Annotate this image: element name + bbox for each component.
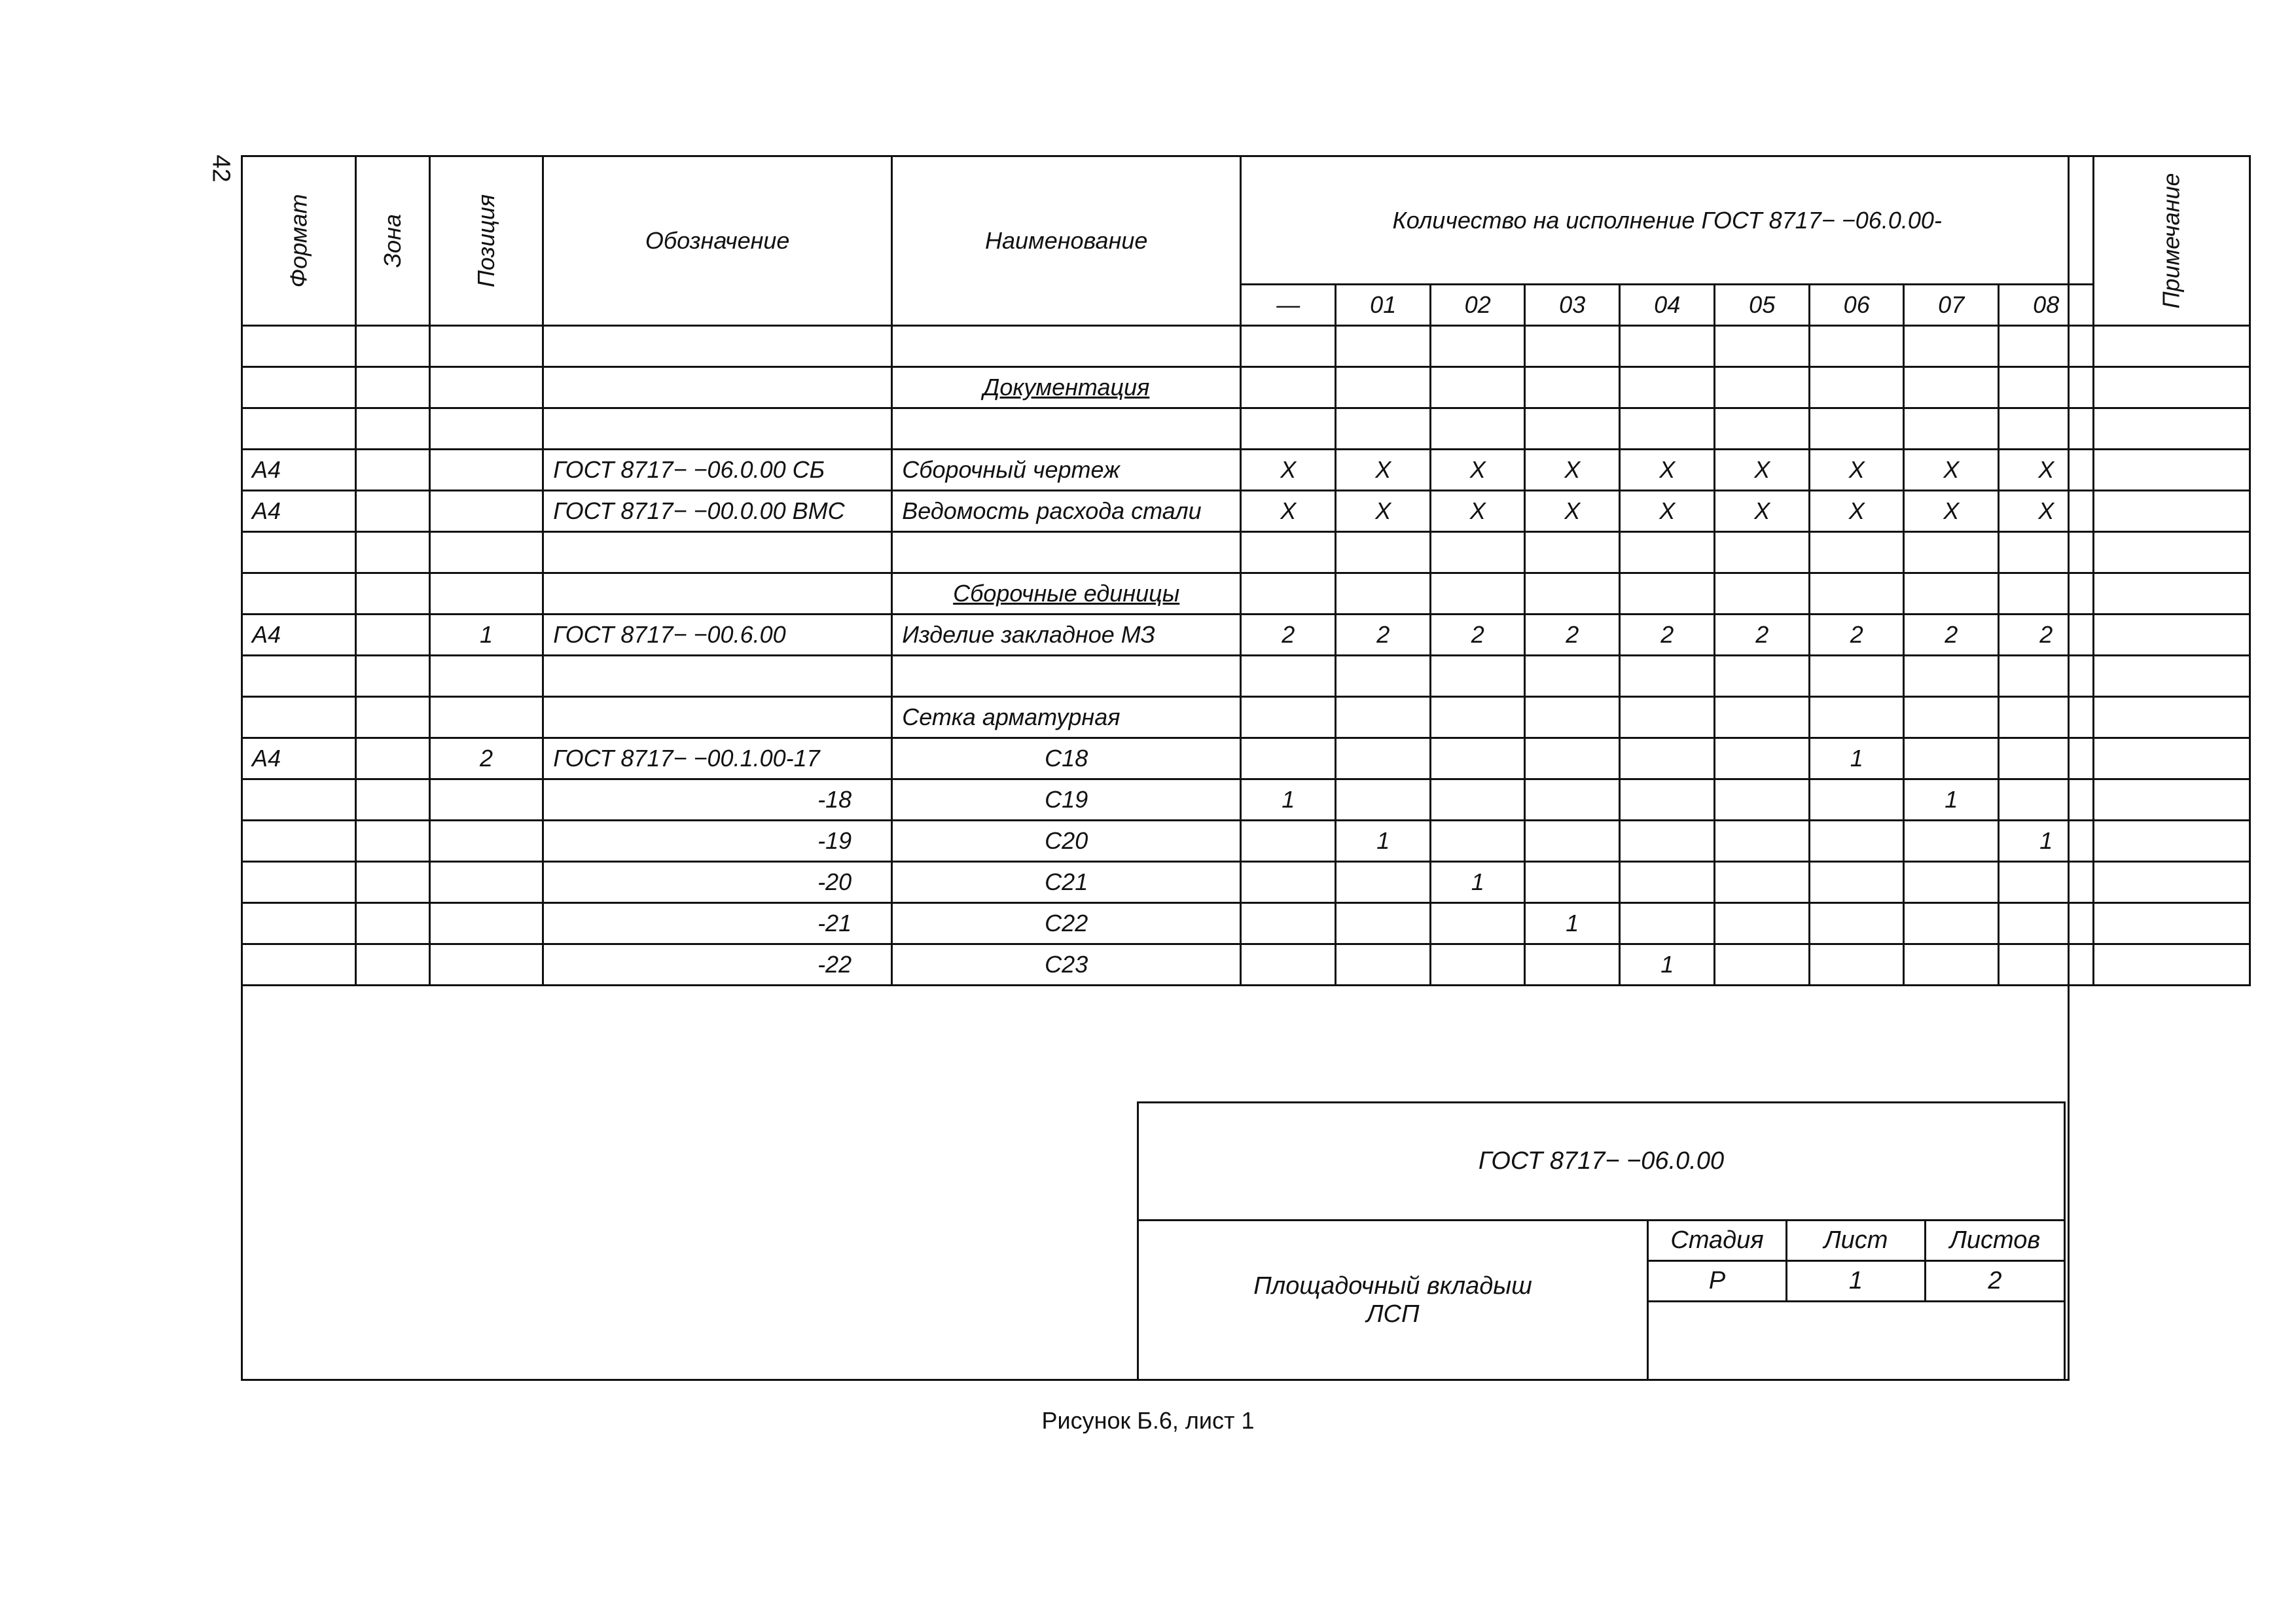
- cell-designation: [543, 656, 892, 697]
- stamp-stage-label: Стадия: [1648, 1221, 1787, 1261]
- header-designation: Обозначение: [543, 156, 892, 326]
- cell-quantity: [1431, 532, 1525, 573]
- cell-designation: ГОСТ 8717− −00.0.00 ВМС: [543, 491, 892, 532]
- cell-quantity: 2: [1241, 615, 1336, 656]
- cell-quantity: 2: [1525, 615, 1620, 656]
- cell-quantity: [1810, 697, 1904, 738]
- cell-quantity: [1336, 656, 1431, 697]
- cell-quantity: Х: [1525, 450, 1620, 491]
- cell-quantity: [1241, 326, 1336, 367]
- cell-quantity: 1: [1525, 903, 1620, 944]
- cell-format: А4: [242, 491, 356, 532]
- cell-quantity: [1241, 862, 1336, 903]
- cell-quantity: [1620, 367, 1715, 408]
- cell-note: [2094, 821, 2250, 862]
- cell-position: [429, 408, 543, 450]
- cell-name: Ведомость расхода стали: [892, 491, 1241, 532]
- cell-position: 2: [429, 738, 543, 779]
- cell-note: [2094, 408, 2250, 450]
- cell-quantity: [1715, 738, 1810, 779]
- cell-quantity: [1431, 326, 1525, 367]
- cell-quantity: 2: [1999, 615, 2094, 656]
- cell-quantity: Х: [1999, 450, 2094, 491]
- cell-quantity: [1431, 903, 1525, 944]
- cell-quantity: Х: [1431, 491, 1525, 532]
- cell-note: [2094, 903, 2250, 944]
- cell-quantity: [1999, 573, 2094, 615]
- title-block: [1137, 1101, 2066, 1381]
- cell-note: [2094, 615, 2250, 656]
- table-row: [242, 367, 2250, 408]
- cell-quantity: 2: [1336, 615, 1431, 656]
- cell-quantity: [1715, 821, 1810, 862]
- cell-position: [429, 903, 543, 944]
- cell-note: [2094, 944, 2250, 986]
- cell-note: [2094, 697, 2250, 738]
- cell-quantity: [1525, 656, 1620, 697]
- cell-quantity: Х: [1241, 491, 1336, 532]
- section-heading: Сборочные единицы: [953, 580, 1180, 607]
- cell-quantity: [1525, 821, 1620, 862]
- cell-position: [429, 367, 543, 408]
- cell-note: [2094, 367, 2250, 408]
- cell-position: [429, 821, 543, 862]
- cell-designation: ГОСТ 8717− −00.6.00: [543, 615, 892, 656]
- cell-quantity: [1336, 697, 1431, 738]
- cell-quantity: 2: [1810, 615, 1904, 656]
- cell-quantity: [1620, 697, 1715, 738]
- cell-format: [242, 573, 356, 615]
- cell-quantity: [1336, 532, 1431, 573]
- cell-quantity: [1904, 821, 1999, 862]
- table-row: [242, 615, 2250, 656]
- table-row: [242, 491, 2250, 532]
- cell-format: А4: [242, 450, 356, 491]
- cell-zone: [355, 944, 429, 986]
- cell-quantity: 1: [1431, 862, 1525, 903]
- cell-name: С22: [892, 903, 1241, 944]
- cell-quantity: [1431, 656, 1525, 697]
- cell-format: [242, 367, 356, 408]
- cell-name: [892, 656, 1241, 697]
- cell-name: [892, 367, 1241, 408]
- table-row: [242, 779, 2250, 821]
- cell-quantity: [1525, 738, 1620, 779]
- cell-quantity: Х: [1620, 450, 1715, 491]
- cell-quantity: [1904, 944, 1999, 986]
- cell-zone: [355, 408, 429, 450]
- cell-quantity: Х: [1620, 491, 1715, 532]
- cell-quantity: Х: [1525, 491, 1620, 532]
- cell-designation: [543, 532, 892, 573]
- cell-designation: ГОСТ 8717− −00.1.00-17: [543, 738, 892, 779]
- cell-position: [429, 697, 543, 738]
- cell-quantity: [1715, 862, 1810, 903]
- cell-quantity: [1241, 903, 1336, 944]
- table-row: [242, 573, 2250, 615]
- cell-name: [892, 326, 1241, 367]
- cell-quantity: [1241, 408, 1336, 450]
- cell-name: Изделие закладное МЗ: [892, 615, 1241, 656]
- cell-quantity: [1241, 532, 1336, 573]
- cell-quantity: [1525, 367, 1620, 408]
- cell-quantity: [1525, 408, 1620, 450]
- header-variant: 03: [1525, 285, 1620, 326]
- cell-quantity: [1715, 532, 1810, 573]
- cell-quantity: Х: [1810, 491, 1904, 532]
- table-row: [242, 697, 2250, 738]
- cell-quantity: [1999, 779, 2094, 821]
- cell-designation: -19: [543, 821, 892, 862]
- cell-quantity: [1715, 573, 1810, 615]
- cell-quantity: [1525, 779, 1620, 821]
- header-variant: 05: [1715, 285, 1810, 326]
- cell-quantity: [1810, 573, 1904, 615]
- cell-quantity: [1431, 408, 1525, 450]
- table-row: [242, 862, 2250, 903]
- cell-designation: [543, 367, 892, 408]
- header-variant: 02: [1431, 285, 1525, 326]
- cell-quantity: [1241, 573, 1336, 615]
- table-row: [242, 532, 2250, 573]
- header-quantity: Количество на исполнение ГОСТ 8717− −06.0.00-: [1241, 156, 2094, 285]
- cell-format: [242, 903, 356, 944]
- header-variant: 01: [1336, 285, 1431, 326]
- cell-zone: [355, 573, 429, 615]
- cell-quantity: [1810, 903, 1904, 944]
- cell-designation: [543, 408, 892, 450]
- cell-quantity: [1810, 408, 1904, 450]
- stamp-sheets: 2: [1926, 1261, 2065, 1302]
- cell-quantity: [1999, 408, 2094, 450]
- cell-designation: -20: [543, 862, 892, 903]
- cell-quantity: [1620, 532, 1715, 573]
- cell-designation: ГОСТ 8717− −06.0.00 СБ: [543, 450, 892, 491]
- cell-quantity: [1904, 532, 1999, 573]
- header-variant: 06: [1810, 285, 1904, 326]
- cell-quantity: [1999, 697, 2094, 738]
- cell-designation: -21: [543, 903, 892, 944]
- cell-designation: [543, 697, 892, 738]
- cell-quantity: Х: [1810, 450, 1904, 491]
- cell-quantity: Х: [1999, 491, 2094, 532]
- cell-zone: [355, 738, 429, 779]
- cell-quantity: [1999, 367, 2094, 408]
- cell-quantity: [1620, 738, 1715, 779]
- cell-quantity: [1431, 944, 1525, 986]
- cell-quantity: [1904, 408, 1999, 450]
- cell-position: [429, 779, 543, 821]
- cell-name: Сборочный чертеж: [892, 450, 1241, 491]
- cell-quantity: [1431, 779, 1525, 821]
- cell-note: [2094, 862, 2250, 903]
- cell-quantity: 2: [1904, 615, 1999, 656]
- cell-quantity: [1999, 532, 2094, 573]
- cell-quantity: [1715, 656, 1810, 697]
- cell-format: [242, 779, 356, 821]
- cell-quantity: 1: [1904, 779, 1999, 821]
- cell-quantity: Х: [1336, 491, 1431, 532]
- cell-note: [2094, 450, 2250, 491]
- stamp-empty: [1648, 1302, 2065, 1380]
- stamp-sheets-label: Листов: [1926, 1221, 2065, 1261]
- cell-zone: [355, 491, 429, 532]
- table-row: [242, 903, 2250, 944]
- stamp-stage: Р: [1648, 1261, 1787, 1302]
- cell-quantity: [1336, 738, 1431, 779]
- cell-quantity: [1810, 944, 1904, 986]
- cell-quantity: [1620, 408, 1715, 450]
- page-number: 42: [207, 154, 235, 183]
- cell-quantity: [1999, 862, 2094, 903]
- table-row: [242, 656, 2250, 697]
- cell-quantity: [1336, 326, 1431, 367]
- stamp-title-line2: ЛСП: [1366, 1300, 1420, 1328]
- cell-zone: [355, 532, 429, 573]
- cell-position: 1: [429, 615, 543, 656]
- cell-position: [429, 656, 543, 697]
- cell-quantity: [1241, 944, 1336, 986]
- table-row: [242, 326, 2250, 367]
- cell-zone: [355, 615, 429, 656]
- cell-zone: [355, 821, 429, 862]
- cell-quantity: 1: [1241, 779, 1336, 821]
- cell-note: [2094, 326, 2250, 367]
- cell-quantity: [1810, 656, 1904, 697]
- cell-name: [892, 408, 1241, 450]
- cell-quantity: [1904, 326, 1999, 367]
- specification-table: [241, 155, 2251, 986]
- cell-quantity: [1810, 367, 1904, 408]
- cell-quantity: [1904, 862, 1999, 903]
- cell-zone: [355, 367, 429, 408]
- cell-quantity: [1715, 944, 1810, 986]
- cell-position: [429, 944, 543, 986]
- table-row: [242, 821, 2250, 862]
- cell-quantity: Х: [1241, 450, 1336, 491]
- cell-quantity: Х: [1336, 450, 1431, 491]
- cell-position: [429, 450, 543, 491]
- cell-quantity: [1715, 779, 1810, 821]
- cell-name: С18: [892, 738, 1241, 779]
- cell-format: [242, 821, 356, 862]
- cell-note: [2094, 738, 2250, 779]
- cell-zone: [355, 862, 429, 903]
- cell-quantity: [1525, 697, 1620, 738]
- cell-quantity: [1431, 367, 1525, 408]
- cell-format: [242, 532, 356, 573]
- cell-quantity: [1431, 738, 1525, 779]
- cell-note: [2094, 656, 2250, 697]
- cell-position: [429, 326, 543, 367]
- cell-quantity: [1241, 656, 1336, 697]
- header-note: Примечание: [2094, 156, 2250, 326]
- stamp-designation: ГОСТ 8717− −06.0.00: [1138, 1103, 2065, 1221]
- cell-quantity: 2: [1715, 615, 1810, 656]
- cell-quantity: [1999, 903, 2094, 944]
- stamp-title-line1: Площадочный вкладыш: [1253, 1272, 1532, 1300]
- cell-format: [242, 326, 356, 367]
- cell-quantity: [1620, 656, 1715, 697]
- cell-quantity: [1620, 573, 1715, 615]
- cell-quantity: [1431, 573, 1525, 615]
- cell-quantity: [1810, 862, 1904, 903]
- cell-quantity: [1810, 821, 1904, 862]
- cell-quantity: Х: [1904, 450, 1999, 491]
- cell-quantity: [1904, 573, 1999, 615]
- cell-position: [429, 532, 543, 573]
- header-variant: 08: [1999, 285, 2094, 326]
- table-row: [242, 408, 2250, 450]
- cell-designation: -18: [543, 779, 892, 821]
- cell-quantity: [1620, 903, 1715, 944]
- cell-name: С20: [892, 821, 1241, 862]
- stamp-sheet: 1: [1787, 1261, 1926, 1302]
- cell-note: [2094, 532, 2250, 573]
- cell-quantity: 1: [1620, 944, 1715, 986]
- cell-note: [2094, 779, 2250, 821]
- cell-quantity: [1336, 944, 1431, 986]
- cell-quantity: [1620, 821, 1715, 862]
- cell-position: [429, 573, 543, 615]
- cell-quantity: [1999, 326, 2094, 367]
- cell-quantity: [1431, 821, 1525, 862]
- cell-quantity: [1525, 862, 1620, 903]
- cell-quantity: [1904, 367, 1999, 408]
- cell-quantity: [1525, 944, 1620, 986]
- cell-format: А4: [242, 738, 356, 779]
- cell-format: А4: [242, 615, 356, 656]
- cell-quantity: [1715, 367, 1810, 408]
- cell-zone: [355, 697, 429, 738]
- cell-quantity: [1620, 326, 1715, 367]
- section-heading: Документация: [983, 374, 1150, 401]
- cell-quantity: Х: [1431, 450, 1525, 491]
- header-variant: 04: [1620, 285, 1715, 326]
- cell-quantity: 1: [1810, 738, 1904, 779]
- cell-quantity: [1525, 573, 1620, 615]
- header-name: Наименование: [892, 156, 1241, 326]
- table-row: [242, 738, 2250, 779]
- cell-format: [242, 697, 356, 738]
- cell-quantity: [1336, 367, 1431, 408]
- cell-format: [242, 656, 356, 697]
- cell-quantity: [1336, 779, 1431, 821]
- cell-quantity: [1620, 862, 1715, 903]
- cell-quantity: [1904, 656, 1999, 697]
- cell-quantity: [1431, 697, 1525, 738]
- cell-designation: -22: [543, 944, 892, 986]
- cell-quantity: 2: [1431, 615, 1525, 656]
- cell-quantity: 2: [1620, 615, 1715, 656]
- cell-quantity: [1904, 903, 1999, 944]
- cell-format: [242, 862, 356, 903]
- cell-quantity: [1336, 573, 1431, 615]
- cell-quantity: [1810, 532, 1904, 573]
- cell-position: [429, 862, 543, 903]
- cell-format: [242, 944, 356, 986]
- cell-zone: [355, 450, 429, 491]
- cell-quantity: [1715, 326, 1810, 367]
- cell-quantity: [1810, 779, 1904, 821]
- cell-position: [429, 491, 543, 532]
- cell-name: С21: [892, 862, 1241, 903]
- cell-quantity: [1904, 738, 1999, 779]
- table-row: [242, 944, 2250, 986]
- cell-quantity: [1241, 738, 1336, 779]
- header-position: Позиция: [429, 156, 543, 326]
- cell-quantity: [1336, 903, 1431, 944]
- header-variant: —: [1241, 285, 1336, 326]
- cell-designation: [543, 573, 892, 615]
- stamp-title: [1138, 1221, 1648, 1380]
- cell-quantity: 1: [1999, 821, 2094, 862]
- cell-note: [2094, 573, 2250, 615]
- cell-quantity: [1999, 656, 2094, 697]
- cell-quantity: 1: [1336, 821, 1431, 862]
- cell-quantity: Х: [1904, 491, 1999, 532]
- cell-quantity: Х: [1715, 450, 1810, 491]
- cell-quantity: [1525, 326, 1620, 367]
- cell-quantity: [1715, 903, 1810, 944]
- cell-zone: [355, 903, 429, 944]
- cell-name: [892, 573, 1241, 615]
- cell-quantity: [1336, 862, 1431, 903]
- header-variant: 07: [1904, 285, 1999, 326]
- cell-designation: [543, 326, 892, 367]
- cell-quantity: [1241, 367, 1336, 408]
- cell-quantity: [1810, 326, 1904, 367]
- cell-quantity: [1241, 821, 1336, 862]
- cell-zone: [355, 656, 429, 697]
- cell-zone: [355, 779, 429, 821]
- cell-name: [892, 532, 1241, 573]
- table-row: [242, 450, 2250, 491]
- header-zone: Зона: [355, 156, 429, 326]
- cell-quantity: [1241, 697, 1336, 738]
- cell-note: [2094, 491, 2250, 532]
- stamp-sheet-label: Лист: [1787, 1221, 1926, 1261]
- figure-caption: Рисунок Б.6, лист 1: [1041, 1407, 1255, 1434]
- cell-zone: [355, 326, 429, 367]
- cell-quantity: [1999, 944, 2094, 986]
- cell-quantity: [1525, 532, 1620, 573]
- header-format: Формат: [242, 156, 356, 326]
- cell-name: С23: [892, 944, 1241, 986]
- cell-name: Сетка арматурная: [892, 697, 1241, 738]
- cell-quantity: [1715, 697, 1810, 738]
- cell-quantity: [1715, 408, 1810, 450]
- cell-quantity: Х: [1715, 491, 1810, 532]
- cell-quantity: [1999, 738, 2094, 779]
- cell-quantity: [1336, 408, 1431, 450]
- cell-quantity: [1620, 779, 1715, 821]
- cell-quantity: [1904, 697, 1999, 738]
- cell-name: С19: [892, 779, 1241, 821]
- cell-format: [242, 408, 356, 450]
